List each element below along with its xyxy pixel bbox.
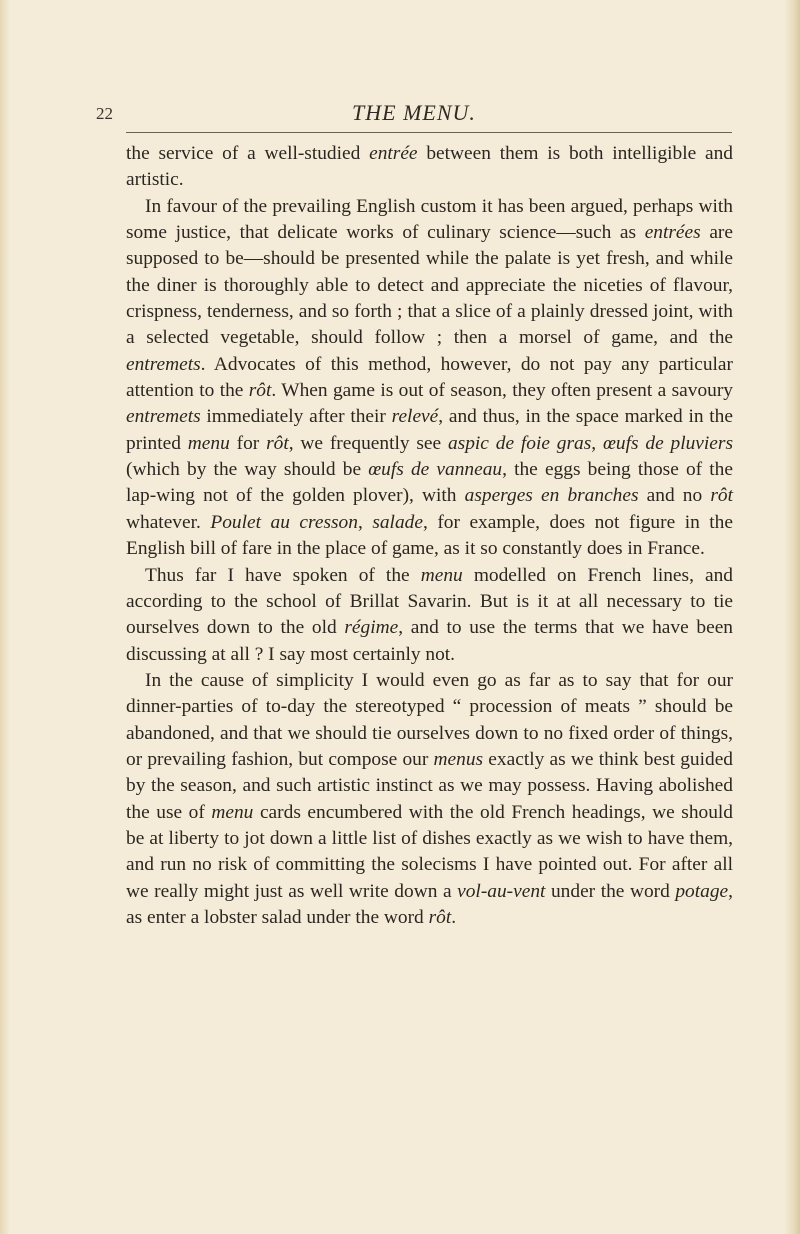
italic-term: asperges en branches bbox=[464, 485, 639, 507]
italic-term: entrée bbox=[369, 143, 418, 164]
text-run: . Advocates of this method, however, do not pay any particular attention to the bbox=[126, 353, 733, 402]
text-run: between them is both intelligible and artistic. bbox=[126, 143, 733, 191]
italic-term: potage bbox=[675, 880, 729, 902]
italic-term: menu bbox=[211, 801, 254, 823]
italic-term: entremets bbox=[126, 353, 201, 375]
text-run: Thus far I have spoken of the bbox=[145, 564, 421, 586]
header-rule bbox=[126, 132, 732, 133]
page-edge-right bbox=[784, 0, 800, 1234]
page-edge-left bbox=[0, 0, 10, 1234]
text-run: . When game is out of season, they often present a savoury bbox=[271, 380, 733, 402]
italic-term: entrées bbox=[644, 222, 701, 244]
text-run: , as enter a lobster salad under the word bbox=[126, 880, 733, 928]
paragraph bbox=[126, 668, 733, 931]
text-run: , bbox=[591, 432, 603, 454]
italic-term: rôt bbox=[266, 432, 289, 454]
text-run: . bbox=[451, 906, 457, 928]
text-run: under the word bbox=[545, 880, 676, 902]
text-run: , for example, does not figure in the English bill of fare in the place of game, as it so constantly does in France. bbox=[126, 511, 733, 560]
italic-term: régime bbox=[344, 617, 399, 639]
text-run: In the cause of simplicity I would even go as far as to say that for our dinner-parties of to-day the stereotyped “ procession of meats ” should be abandoned, and that we should tie ourselves down to no fixed order of things, or prevailing fashion, but compose our bbox=[126, 669, 733, 770]
text-run: , we frequently see bbox=[288, 432, 448, 454]
italic-term: salade bbox=[372, 511, 423, 533]
italic-term: menus bbox=[433, 748, 484, 770]
text-run: modelled on French lines, and according to the school of Brillat Savarin. But is it at all necessary to tie ourselves down to the old bbox=[126, 564, 733, 639]
text-run: are supposed to be—should be presented while the palate is yet fresh, and while the diner is thoroughly able to detect and appreciate the niceties of flavour, crispness, tenderness, and so forth ; that a slice of a plainly dressed joint, with a selected vegetable, should follow ; then a morsel of game, and the bbox=[126, 222, 733, 349]
text-run: In favour of the prevailing English custom it has been argued, perhaps with some justice, that delicate works of culinary science—such as bbox=[126, 195, 733, 244]
italic-term: œufs de vanneau bbox=[368, 459, 503, 481]
text-run: for bbox=[229, 432, 267, 454]
italic-term: rôt bbox=[428, 906, 452, 928]
text-run: exactly as we think best guided by the season, and such artistic instinct as we may possess. Having abolished the use of bbox=[126, 748, 733, 823]
italic-term: œufs de pluviers bbox=[602, 432, 733, 454]
text-run: , and thus, in the space marked in the printed bbox=[126, 406, 733, 454]
paragraph bbox=[126, 563, 733, 668]
italic-term: vol-au-vent bbox=[457, 880, 546, 902]
italic-term: rôt bbox=[248, 380, 272, 402]
text-run: immediately after their bbox=[200, 406, 392, 428]
paragraph bbox=[126, 141, 733, 194]
text-run: the service of a well-studied bbox=[126, 143, 370, 164]
text-run: , bbox=[357, 511, 373, 533]
italic-term: Poulet au cresson bbox=[210, 511, 358, 533]
page-number: 22 bbox=[96, 104, 113, 123]
italic-term: entremets bbox=[126, 406, 201, 428]
italic-term: aspic de foie gras bbox=[447, 432, 592, 454]
text-run: whatever. bbox=[126, 511, 211, 533]
italic-term: menu bbox=[420, 564, 463, 586]
text-run: cards encumbered with the old French headings, we should be at liberty to jot down a little list of dishes exactly as we wish to have them, and run no risk of committing the solecisms I have pointed out. For after all we really might just as well write down a bbox=[126, 801, 733, 902]
text-run: and no bbox=[638, 485, 711, 507]
text-run: (which by the way should be bbox=[126, 459, 369, 481]
italic-term: rôt bbox=[710, 485, 733, 507]
body-text bbox=[126, 141, 733, 931]
italic-term: menu bbox=[187, 432, 230, 454]
paragraph bbox=[126, 194, 733, 563]
text-run: , the eggs being those of the lap-wing not of the golden plover), with bbox=[126, 459, 733, 507]
italic-term: relevé bbox=[391, 406, 439, 428]
running-header bbox=[96, 100, 732, 132]
running-title: THE MENU. bbox=[352, 100, 476, 125]
text-run: , and to use the terms that we have been discussing at all ? I say most certainly not. bbox=[126, 617, 733, 665]
